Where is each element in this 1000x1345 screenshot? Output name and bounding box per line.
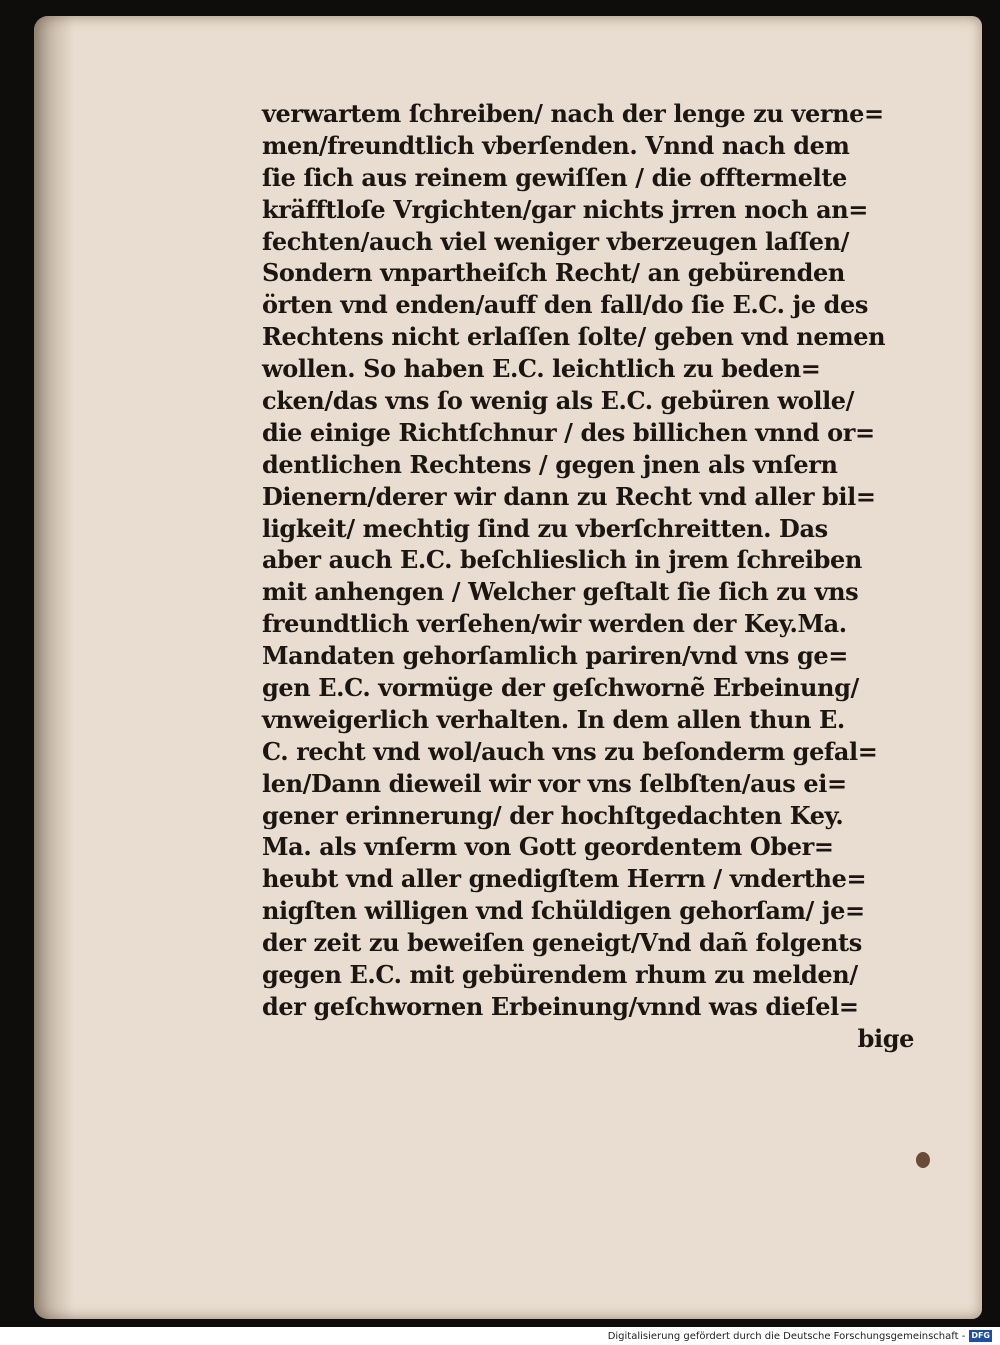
catchword: bige (857, 1023, 914, 1053)
text-line: heubt vnd aller gnedigſtem Herrn / vnderthe= (262, 864, 867, 894)
text-line: mit anhengen / Welcher geſtalt ſie ſich zu vns (262, 577, 859, 607)
text-line: C. recht vnd wol/auch vns zu beſonderm gefal= (262, 736, 878, 766)
text-line: gener erinnerung/ der hochſtgedachten Key. (262, 800, 844, 830)
text-line: verwartem ſchreiben/ nach der lenge zu verne= (262, 99, 884, 128)
text-line: ſie ſich aus reinem gewiſſen / die offtermelte (262, 162, 847, 192)
page-gutter-shadow (34, 16, 74, 1319)
text-line: wollen. So haben E.C. leichtlich zu beden= (262, 354, 821, 384)
text-line: men/freundtlich vberſenden. Vnnd nach dem (262, 130, 850, 160)
text-line: aber auch E.C. beſchlieslich in jrem ſchreiben (262, 545, 862, 575)
text-line: ligkeit/ mechtig ſind zu vberſchreitten. Das (262, 513, 828, 543)
ink-blot (916, 1152, 930, 1168)
text-line: gen E.C. vormüge der geſchwornẽ Erbeinung/ (262, 673, 859, 703)
text-line: Mandaten gehorſamlich pariren/vnd vns ge= (262, 641, 848, 671)
text-line: örten vnd enden/auff den fall/do ſie E.C. je des (262, 290, 868, 320)
text-line: Dienern/derer wir dann zu Recht vnd aller bil= (262, 481, 876, 511)
text-line: kräfftloſe Vrgichten/gar nichts jrren noch an= (262, 194, 868, 224)
body-text (262, 98, 922, 1055)
text-line: freundtlich verſehen/wir werden der Key.Ma. (262, 609, 847, 639)
text-line: fechten/auch viel weniger vberzeugen laſſen/ (262, 226, 850, 256)
text-line: cken/das vns ſo wenig als E.C. gebüren wolle/ (262, 386, 855, 416)
text-line: die einige Richtſchnur / des billichen vnnd or= (262, 417, 875, 447)
text-line: der geſchwornen Erbeinung/vnnd was dieſel= (262, 991, 859, 1021)
digitization-credit (608, 1329, 992, 1343)
text-line: Rechtens nicht erlaſſen ſolte/ geben vnd nemen (262, 322, 886, 352)
text-line: dentlichen Rechtens / gegen jnen als vnſern (262, 449, 838, 479)
text-line: gegen E.C. mit gebürendem rhum zu melden/ (262, 960, 858, 990)
footer-text: Digitalisierung gefördert durch die Deutsche Forschungsgemeinschaft - (607, 1330, 966, 1342)
dfg-logo[interactable]: DFG (971, 1331, 990, 1340)
text-line: Ma. als vnſerm von Gott geordentem Ober= (262, 832, 834, 862)
text-line: nigſten willigen vnd ſchüldigen gehorſam/ je= (262, 896, 865, 926)
text-line: len/Dann dieweil wir vor vns ſelbſten/aus ei= (262, 768, 847, 798)
text-line: der zeit zu beweiſen geneigt/Vnd dañ folgents (262, 928, 862, 958)
text-line: vnweigerlich verhalten. In dem allen thun E. (262, 704, 845, 734)
text-line: Sondern vnpartheiſch Recht/ an gebürenden (262, 258, 845, 288)
